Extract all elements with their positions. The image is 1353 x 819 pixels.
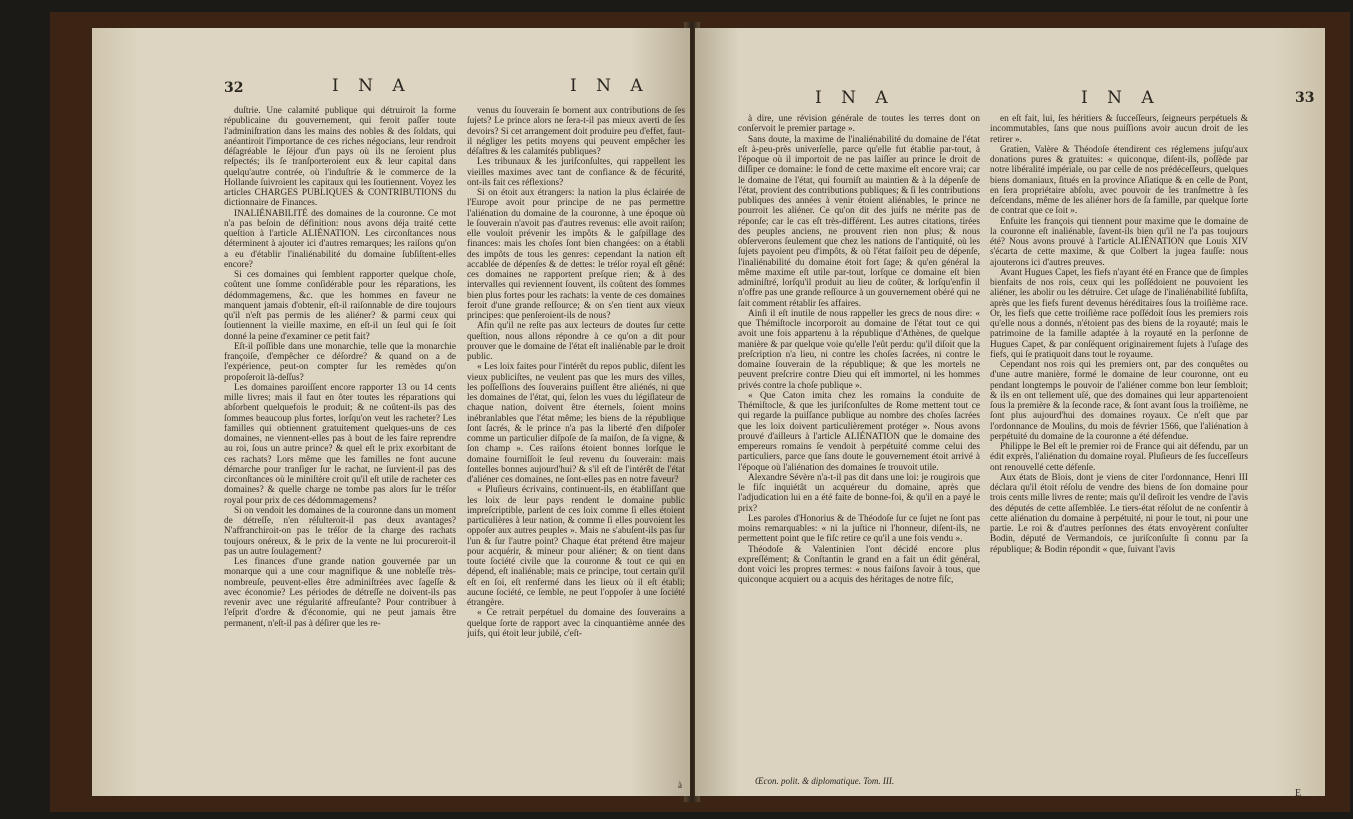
left-header-right: I N A bbox=[570, 76, 650, 96]
right-header-right: I N A bbox=[1081, 88, 1161, 108]
paragraph: venus du ſouverain ſe bornent aux contributions de ſes ſujets? Le prince alors ne ſera-t-il pas mieux averti de ſes devoirs? Si cet arrangement doit produire peu d'effet, faut-il négliger les petits moyens qui peuvent empêcher les déſaſtres & les calamités publiques? bbox=[467, 106, 685, 157]
paragraph: Théodoſe & Valentinien l'ont décidé encore plus expreſſément; & Conſtantin le grand en a fait un édit général, dont voici les propres termes: « nous faiſons ſavoir à tous, que quiconque acquiert ou a acquis des héritages de notre fiſc, bbox=[738, 544, 980, 586]
paragraph: « Ce retrait perpétuel du domaine des ſouverains a quelque ſorte de rapport avec la cinquantième année des juifs, qui étoit leur jubilé, c'eſt- bbox=[467, 608, 685, 639]
paragraph: Les domaines paroiſſent encore rapporter 13 ou 14 cents mille livres; mais il faut en ôter toutes les réparations qui abſorbent quelquefois le produit; & ne coûtent-ils pas des ſommes beaucoup plus fortes, lorſqu'on veut les racheter? Les familles qui obtiennent gratuitement quelques-uns de ces domaines, ne viennent-elles pas à bout de les faire reprendre au roi, ſous un autre prince? & quel eſt le prix exorbitant de ces rachats? Lors même que les familles ne font aucune démarche pour tranſiger ſur le rachat, ne ſurvient-il pas des circonſtances où le miniſtère croit qu'il eſt utile de racheter ces domaines? & quelle charge ne tombe pas alors ſur le tréſor royal pour prix de ces dédommagemens? bbox=[224, 382, 456, 506]
paragraph: Les tribunaux & les juriſconſultes, qui rappellent les vieilles maximes avec tant de confiance & de fécurité, ont-ils fait ces réflexions? bbox=[467, 157, 685, 188]
left-page-number: 32 bbox=[224, 80, 244, 96]
paragraph: Gratien, Valère & Théodoſe étendirent ces réglemens juſqu'aux donations pures & gratuites: « quiconque, diſent-ils, poſſède par notre libéralité impériale, ou par celle de nos prédéceſſeurs, quelques biens domaniaux, ſitués en la province Aſiatique & en celle de Pont, en ſera propriétaire abſolu, avec pouvoir de les tranſmettre à ſes deſcendans, même de les aliéner hors de ſa famille, par quelque ſorte de contrat que ce ſoit ». bbox=[990, 144, 1248, 217]
paragraph: « Les loix faites pour l'intérêt du repos public, diſent les vieux publiciſtes, ne veulent pas que les murs des villes, les poſſeſſions des ſouverains puiſſent être aliénés, ni que les domaines de l'état, qui, ſelon les vues du légiſlateur de chaque nation, doivent être éternels, ſoient moins inébranlables que l'état même; les biens de la république ſont ſacrés, & le prince n'a pas la liberté d'en diſpoſer comme un particulier diſpoſe de ſa maiſon, de ſa vigne, & ſon champ ». Ces raiſons étoient bonnes lorſque le domaine fourniſſoit le ſeul revenu du ſouverain: mais ſontelles bonnes aujourd'hui? & s'il eſt de l'intérêt de l'état d'aliéner ces domaines, ne ſont-elles pas en notre faveur? bbox=[467, 362, 685, 485]
right-header-left: I N A bbox=[815, 88, 895, 108]
paragraph: Si ces domaines qui ſemblent rapporter quelque choſe, coûtent une ſomme conſidérable pour les réparations, les dédommagemens, &c. que les hommes en faveur ne manquent jamais d'obtenir, eſt-il raiſonnable de dire toujours qu'il n'eſt pas permis de les aliéner? & parmi ceux qui ſoutiennent la vieille maxime, en eſt-il un ſeul qui ſe ſoit donné la peine d'examiner ce petit fait? bbox=[224, 270, 456, 342]
right-column-1 bbox=[738, 114, 980, 770]
left-header-left: I N A bbox=[332, 76, 412, 96]
paragraph: Ainſi il eſt inutile de nous rappeller les grecs de nous dire: « que Thémiſtocle incorporoit au domaine de l'état tout ce qui avoit une fois appartenu à la république d'Athènes, de quelque manière & par quelque voie qu'elle l'eût perdu: qu'il diſoit que la preſcription n'a lieu, ni contre les choſes ſacrées, ni contre le domaine ſouverain de la république; & que les mortels ne peuvent preſcrire contre Dieu qui eſt immortel, ni les hommes privés contre la choſe publique ». bbox=[738, 308, 980, 391]
paragraph: à dire, une révision générale de toutes les terres dont on conſervoit le premier partage ». bbox=[738, 114, 980, 135]
right-page-number: 33 bbox=[1295, 90, 1315, 106]
catchword: à bbox=[678, 780, 682, 790]
paragraph: Aux états de Blois, dont je viens de citer l'ordonnance, Henri III déclara qu'il étoit réſolu de vendre des biens de ſon domaine pour trois cents mille livres de rente; mais qu'il deſiroit les vendre de l'avis des députés de cette aſſemblée. Le tiers-état réſolut de ne conſentir à cette aliénation du domaine à perpétuité, ni pour le tout, ni pour une partie. Le roi & d'autres perſonnes des états envoyèrent conſulter Bodin, député de Vermandois, ce juriſconſulte ſi connu par ſa république; & Bodin répondit « que, ſuivant l'avis bbox=[990, 472, 1248, 555]
left-page bbox=[92, 28, 690, 796]
paragraph: Avant Hugues Capet, les fiefs n'ayant été en France que de ſimples bienfaits de nos rois, ceux qui les poſſédoient ne pouvoient les aliéner, les abolir ou les détruire. Cet uſage de l'inaliénabilité ſubſiſta, après que les fiefs furent devenus héréditaires ſous la troiſième race. Or, les fiefs que cette troiſième race poſſédoit ſous les premiers rois qu'elle nous a donnés, n'étoient pas des biens de la royauté; mais le patrimoine de la famille adaptée à la royauté en la perſonne de Hugues Capet, & par conſéquent originairement ſujets à l'uſage des fiefs, qui ſe pratiquoit dans tout le royaume. bbox=[990, 267, 1248, 360]
paragraph: « Pluſieurs écrivains, continuent-ils, en établiſſant que les loix de leur pays rendent le domaine public impreſcriptible, parlent de ces loix comme ſi elles étoient particulières à leur nation, & comme ſi elles pouvoient les oppoſer aux autres peuples ». Mais ne s'abuſent-ils pas ſur l'un & ſur l'autre point? Chaque état prétend être majeur pour acquérir, & mineur pour aliéner; & on tient dans toute ſociété civile que la couronne & tout ce qui en dépend, eſt inaliénable; mais ce principe, tout certain qu'il eſt en ſoi, eſt renfermé dans les lieux où il eſt établi; aucune ſociété, ce ſemble, ne peut l'oppoſer à une ſociété étrangère. bbox=[467, 485, 685, 608]
paragraph: Afin qu'il ne reſte pas aux lecteurs de doutes ſur cette queſtion, nous allons répondre à ce qu'on a dit pour prouver que le domaine de l'état eſt inaliénable par le droit public. bbox=[467, 321, 685, 362]
left-column-2 bbox=[467, 106, 685, 786]
open-book bbox=[50, 12, 1350, 812]
right-column-2 bbox=[990, 114, 1248, 789]
paragraph: Si on vendoit les domaines de la couronne dans un moment de détreſſe, n'en réſulteroit-il pas deux avantages? N'affranchiroit-on pas le tréſor de la charge des rachats toujours onéreux, & le prix de la vente ne lui procureroit-il pas un autre ſoulagement? bbox=[224, 505, 456, 557]
paragraph: duſtrie. Une calamité publique qui détruiroit la forme républicaine du gouvernement, qui feroit paſſer toute l'adminiſtration dans les mains des nobles & des ſoldats, qui anéantiroit l'importance de ces riches négocians, leur rendroit déſagréable le ſéjour d'un pays où ils ne ſeroient plus reſpectés; ils ſe tranſporteroient eux & leur capital dans quelqu'autre contrée, où l'induſtrie & le commerce de la Hollande ſuivroient les capitaux qui les ſoutiennent. Voyez les articles CHARGES PUBLIQUES & CONTRIBUTIONS du dictionnaire de Finances. bbox=[224, 106, 456, 209]
volume-footer: Œcon. polit. & diplomatique. Tom. III. bbox=[755, 776, 895, 786]
paragraph: en eſt fait, lui, ſes héritiers & ſucceſſeurs, ſeigneurs perpétuels & incommutables, ſans que nous puiſſions avoir aucun droit de les retirer ». bbox=[990, 114, 1248, 145]
paragraph: Les paroles d'Honorius & de Théodoſe ſur ce ſujet ne ſont pas moins remarquables: « ni la juſtice ni l'honneur, diſent-ils, ne permettent point que le fiſc retire ce qu'il a une fois vendu ». bbox=[738, 513, 980, 545]
paragraph: INALIÉNABILITÉ des domaines de la couronne. Ce mot n'a pas beſoin de définition: nous avons déja traité cette queſtion à l'article ALIÉNATION. Les circonſtances nous déterminent à ajouter ici d'autres remarques; les raiſons qu'on a eu d'établir l'inaliénabilité du domaine ſubſiſtent-elles encore? bbox=[224, 208, 456, 270]
paragraph: Philippe le Bel eſt le premier roi de France qui ait défendu, par un édit exprès, l'aliénation du domaine royal. Pluſieurs de ſes ſucceſſeurs ont renouvellé cette défenſe. bbox=[990, 442, 1248, 473]
paragraph: Sans doute, la maxime de l'inaliénabilité du domaine de l'état eſt à-peu-près univerſelle, parce qu'elle fut établie par-tout, à l'époque où il importoit de ne pas laiſſer au prince le droit de diſſiper ce domaine: le fond de cette maxime eſt encore vrai; car le domaine de l'état, qui fourniſt au maintien & à la dépenſe de l'état, provient des contributions publiques; & ſi les contributions publiques des années à venir étoient aliénables, le prince ne pourroit les aliéner. Ce qu'on dit des juifs ne mérite pas de réponſe; car le cas eſt très-différent. Les autres citations, tirées des peuples anciens, ne prouvent rien non plus; & nous obſerverons ſeulement que chez les nations de l'antiquité, où les ſujets payoient peu d'impôts, & où l'état faiſoit peu de dépenſe, l'inaliénabilité du domaine étoit fort ſage; & qu'en général la même maxime eſt utile par-tout, lorſque ce domaine eſt bien adminiſtré, lorſqu'il produit au lieu de coûter, & lorſqu'enfin il n'offre pas une grande reſſource à un gouvernement obéré qui ne ſait comment rétablir ſes affaires. bbox=[738, 134, 980, 309]
paragraph: Cependant nos rois qui les premiers ont, par des conquêtes ou d'une autre manière, formé le domaine de leur couronne, ont eu pendant longtemps le pouvoir de l'aliéner comme bon leur ſembloit; & ils en ont tellement uſé, que des domaines qui leur appartenoient ſous la première & la ſeconde race, & ſont avant ſous la troiſième, ne ſont plus aujourd'hui des domaines royaux. Ce n'eſt que par l'ordonnance de Moulins, du mois de février 1566, que l'aliénation à perpétuité du domaine de la couronne a été défendue. bbox=[990, 360, 1248, 442]
signature-mark: E bbox=[1295, 788, 1302, 796]
paragraph: Alexandre Sévère n'a-t-il pas dit dans une loi: je rougirois que le fiſc inquiétât un acquéreur du domaine, après que l'adjudication lui en a été faite de bonne-foi, & qu'il en a payé le prix? bbox=[738, 472, 980, 514]
paragraph: Eſt-il poſſible dans une monarchie, telle que la monarchie françoiſe, d'empêcher ce déſordre? & quand on a de l'expérience, peut-on compter ſur les remèdes qu'on propoſeroit là-deſſus? bbox=[224, 341, 456, 383]
left-column-1 bbox=[224, 106, 456, 786]
right-page bbox=[695, 28, 1325, 796]
paragraph: Enfuite les françois qui tiennent pour maxime que le domaine de la couronne eſt inaliénable, ſavent-ils bien qu'il ne l'a pas toujours été? Nous avons prouvé à l'article ALIÉNATION que Louis XIV s'écarta de cette maxime, & que Colbert la jugea fauſſe: nous ajouterons ici d'autres preuves. bbox=[990, 216, 1248, 268]
paragraph: Si on étoit aux étrangers: la nation la plus éclairée de l'Europe avoit pour principe de ne pas permettre l'aliénation du domaine de la couronne, à une époque où le ſouverain n'avoit pas d'autres revenus: elle avoit raiſon; elle vouloit prévenir les impôts & le gaſpillage des finances: mais les choſes ſont bien changées: on a établi des impôts de tous les genres: cependant la nation eſt accablée de dépenſes & de dettes: le tréſor royal eſt gêné: ces domaines ne rapportent preſque rien; & à des intervalles qui reviennent ſouvent, ils coûtent des ſommes bien plus fortes pour les rachats: la vente de ces domaines feroit d'une grande reſſource; & on s'en tient aux vieux principes: que penſeroient-ils de nous? bbox=[467, 188, 685, 321]
paragraph: « Que Caton imita chez les romains la conduite de Thémiſtocle, & que les juriſconſultes de Rome mettent tout ce qui regarde la puiſſance publique au nombre des choſes ſacrées que les loix doivent particulièrement protéger ». Nous avons prouvé d'ailleurs à l'article ALIÉNATION que le domaine des empereurs romains ſe vendoit à perpétuité comme celui des particuliers, parce que ſans doute le gouvernement étoit arrivé à l'époque où l'aliénation des domaines ſe trouvoit utile. bbox=[738, 390, 980, 473]
paragraph: Les finances d'une grande nation gouvernée par un monarque qui a une cour magnifique & une nobleſſe très-nombreuſe, peuvent-elles être adminiſtrées avec ſageſſe & avec économie? Les périodes de détreſſe ne doivent-ils pas revenir avec une régularité affreuſante? Pour contribuer à l'eſprit d'ordre & d'économie, qui ne peut jamais être permanent, n'eſt-il pas à déſirer que les re- bbox=[224, 557, 456, 629]
